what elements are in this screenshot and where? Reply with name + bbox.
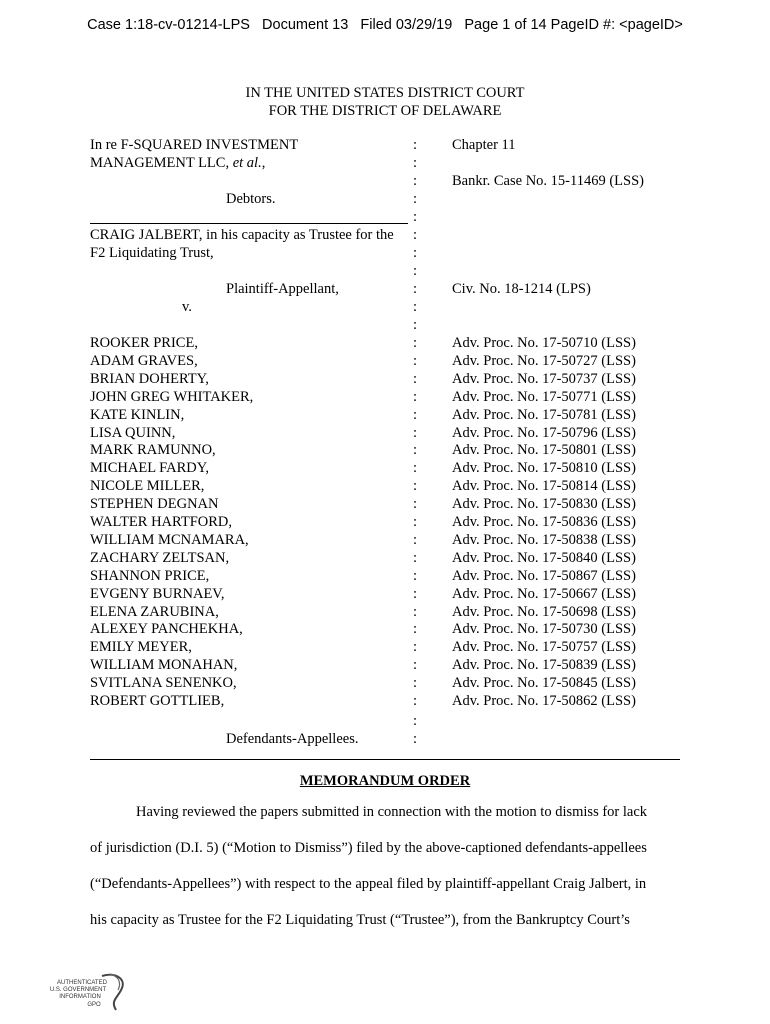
- defendant-row: [0, 459, 770, 477]
- caption-colon: :: [413, 514, 418, 530]
- versus: v.: [182, 299, 192, 315]
- caption-colon: :: [413, 155, 418, 171]
- defendant-row: [0, 495, 770, 513]
- caption-colon: :: [413, 335, 418, 351]
- gpo-seal-icon: [40, 970, 130, 1016]
- chapter: Chapter 11: [452, 137, 516, 153]
- caption-colon: :: [413, 281, 418, 297]
- civ-number: Civ. No. 18-1214 (LPS): [452, 281, 591, 297]
- plaintiff-name-cont: F2 Liquidating Trust,: [90, 245, 214, 261]
- defendant-name: EMILY MEYER,: [90, 639, 192, 656]
- defendants-role: Defendants-Appellees.: [226, 731, 359, 747]
- caption-colon: :: [413, 567, 418, 584]
- caption-colon: :: [413, 317, 418, 333]
- adversary-proceeding-number: Adv. Proc. No. 17-50839 (LSS): [452, 657, 636, 674]
- defendant-row: [0, 656, 770, 674]
- body-line-2: of jurisdiction (D.I. 5) (“Motion to Dismiss”) filed by the above-captioned defendants-appellees: [90, 840, 647, 856]
- debtor-name-cont: [90, 154, 265, 172]
- document-title: [0, 773, 770, 790]
- defendant-row: [0, 603, 770, 621]
- defendant-name: WILLIAM MCNAMARA,: [90, 531, 249, 548]
- ecf-header: [0, 17, 770, 33]
- caption-row: [0, 190, 770, 208]
- defendant-name: JOHN GREG WHITAKER,: [90, 388, 254, 405]
- defendant-row: [0, 424, 770, 442]
- defendant-row: [0, 388, 770, 406]
- debtor-comma: ,: [261, 155, 266, 171]
- adversary-proceeding-number: Adv. Proc. No. 17-50710 (LSS): [452, 335, 636, 351]
- defendant-row: [0, 370, 770, 388]
- defendant-row: [0, 334, 770, 352]
- adversary-proceeding-number: Adv. Proc. No. 17-50814 (LSS): [452, 478, 636, 495]
- body-line-4: his capacity as Trustee for the F2 Liquidating Trust (“Trustee”), from the Bankruptcy Court’s: [90, 912, 630, 928]
- adversary-proceeding-number: Adv. Proc. No. 17-50838 (LSS): [452, 531, 636, 548]
- seal-text-3: INFORMATION: [59, 994, 101, 1000]
- caption-colon: :: [413, 209, 418, 225]
- caption-colon: :: [413, 621, 418, 638]
- caption-colon: :: [413, 639, 418, 656]
- adversary-proceeding-number: Adv. Proc. No. 17-50796 (LSS): [452, 424, 636, 441]
- defendant-row: [0, 549, 770, 567]
- adversary-proceeding-number: Adv. Proc. No. 17-50781 (LSS): [452, 406, 636, 423]
- defendant-row: [0, 513, 770, 531]
- caption-row: [0, 136, 770, 154]
- adversary-proceeding-number: Adv. Proc. No. 17-50801 (LSS): [452, 442, 636, 459]
- caption-colon: :: [413, 191, 418, 207]
- caption-row: [0, 244, 770, 262]
- defendant-name: MARK RAMUNNO,: [90, 442, 216, 459]
- debtor-text: MANAGEMENT LLC,: [90, 155, 233, 171]
- defendant-name: KATE KINLIN,: [90, 406, 185, 423]
- defendant-row: [0, 406, 770, 424]
- caption-divider: [90, 223, 408, 224]
- seal-text-2: U.S. GOVERNMENT: [49, 987, 107, 993]
- adversary-proceeding-number: Adv. Proc. No. 17-50840 (LSS): [452, 549, 636, 566]
- defendant-name: LISA QUINN,: [90, 424, 176, 441]
- bankr-case-number: Bankr. Case No. 15-11469 (LSS): [452, 173, 644, 189]
- seal-text-4: GPO: [87, 1002, 101, 1008]
- defendant-row: [0, 692, 770, 710]
- case-number: Case 1:18-cv-01214-LPS: [87, 17, 250, 33]
- defendant-row: [0, 477, 770, 495]
- page-info: Page 1 of 14 PageID #: <pageID>: [464, 17, 683, 33]
- adversary-proceeding-number: Adv. Proc. No. 17-50845 (LSS): [452, 675, 636, 692]
- defendant-name: ADAM GRAVES,: [90, 352, 198, 369]
- caption-colon: :: [413, 549, 418, 566]
- caption-colon: :: [413, 424, 418, 441]
- caption-colon: :: [413, 388, 418, 405]
- filed-date: Filed 03/29/19: [360, 17, 453, 33]
- caption-colon: :: [413, 603, 418, 620]
- defendant-name: ALEXEY PANCHEKHA,: [90, 621, 243, 638]
- caption-row: [0, 298, 770, 316]
- body-line-3: (“Defendants-Appellees”) with respect to the appeal filed by plaintiff-appellant Craig Jalbert, in: [90, 876, 647, 892]
- defendant-row: [0, 531, 770, 549]
- defendant-row: [0, 638, 770, 656]
- defendant-name: ROOKER PRICE,: [90, 335, 198, 351]
- adversary-proceeding-number: Adv. Proc. No. 17-50730 (LSS): [452, 621, 636, 638]
- caption-colon: :: [413, 657, 418, 674]
- adversary-proceeding-number: Adv. Proc. No. 17-50757 (LSS): [452, 639, 636, 656]
- caption-colon: :: [413, 137, 418, 153]
- court-name-line1: IN THE UNITED STATES DISTRICT COURT: [245, 85, 525, 101]
- caption-colon: :: [413, 731, 418, 747]
- adversary-proceeding-number: Adv. Proc. No. 17-50771 (LSS): [452, 388, 636, 405]
- adversary-proceeding-number: Adv. Proc. No. 17-50836 (LSS): [452, 514, 636, 530]
- caption-row: [0, 280, 770, 298]
- caption-row: [0, 262, 770, 280]
- caption-colon: :: [413, 478, 418, 495]
- caption-row: [0, 316, 770, 334]
- defendant-name: WALTER HARTFORD,: [90, 514, 232, 530]
- defendant-row: [0, 585, 770, 603]
- adversary-proceeding-number: Adv. Proc. No. 17-50737 (LSS): [452, 370, 636, 387]
- defendant-name: ZACHARY ZELTSAN,: [90, 549, 230, 566]
- caption-colon: :: [413, 406, 418, 423]
- defendant-row: [0, 620, 770, 638]
- et-al: et al.: [232, 155, 262, 171]
- caption-colon: :: [413, 460, 418, 477]
- gpo-authentication-seal: [40, 970, 130, 1016]
- defendant-name: SHANNON PRICE,: [90, 567, 210, 584]
- defendant-row: [0, 441, 770, 459]
- plaintiff-role: Plaintiff-Appellant,: [226, 281, 339, 297]
- defendant-name: WILLIAM MONAHAN,: [90, 657, 238, 674]
- caption-colon: :: [413, 531, 418, 548]
- caption-colon: :: [413, 299, 418, 315]
- adversary-proceeding-number: Adv. Proc. No. 17-50862 (LSS): [452, 693, 636, 709]
- caption-colon: :: [413, 442, 418, 459]
- caption-colon: :: [413, 713, 418, 729]
- adversary-proceeding-number: Adv. Proc. No. 17-50727 (LSS): [452, 352, 636, 369]
- caption-colon: :: [413, 352, 418, 369]
- defendant-row: [0, 674, 770, 692]
- caption-row: [0, 154, 770, 172]
- defendant-name: ROBERT GOTTLIEB,: [90, 693, 225, 709]
- defendant-name: BRIAN DOHERTY,: [90, 370, 209, 387]
- document-number: Document 13: [262, 17, 349, 33]
- defendant-row: [0, 567, 770, 585]
- caption-colon: :: [413, 585, 418, 602]
- caption-colon: :: [413, 693, 418, 709]
- caption-bottom-rule: [90, 759, 680, 760]
- seal-text-1: AUTHENTICATED: [57, 980, 107, 986]
- defendant-name: ELENA ZARUBINA,: [90, 603, 219, 620]
- plaintiff-name: CRAIG JALBERT, in his capacity as Trustee for the: [90, 227, 394, 243]
- caption-row: [0, 172, 770, 190]
- body-line-1: Having reviewed the papers submitted in connection with the motion to dismiss for lack: [136, 804, 648, 820]
- caption-row: [0, 712, 770, 730]
- defendant-name: SVITLANA SENENKO,: [90, 675, 237, 692]
- caption-row: [0, 226, 770, 244]
- caption-colon: :: [413, 263, 418, 279]
- adversary-proceeding-number: Adv. Proc. No. 17-50698 (LSS): [452, 603, 636, 620]
- title-text: MEMORANDUM ORDER: [299, 773, 471, 789]
- debtors-label: Debtors.: [226, 191, 276, 207]
- adversary-proceeding-number: Adv. Proc. No. 17-50667 (LSS): [452, 585, 636, 602]
- caption-row: [0, 730, 770, 748]
- caption-colon: :: [413, 173, 418, 189]
- caption-colon: :: [413, 227, 418, 243]
- caption-colon: :: [413, 245, 418, 261]
- adversary-proceeding-number: Adv. Proc. No. 17-50830 (LSS): [452, 496, 636, 513]
- court-name-line2: FOR THE DISTRICT OF DELAWARE: [268, 103, 502, 119]
- caption-colon: :: [413, 496, 418, 513]
- defendant-name: NICOLE MILLER,: [90, 478, 205, 495]
- defendant-name: MICHAEL FARDY,: [90, 460, 209, 477]
- adversary-proceeding-number: Adv. Proc. No. 17-50810 (LSS): [452, 460, 636, 477]
- caption-colon: :: [413, 675, 418, 692]
- debtor-name: In re F-SQUARED INVESTMENT: [90, 137, 299, 153]
- caption-colon: :: [413, 370, 418, 387]
- adversary-proceeding-number: Adv. Proc. No. 17-50867 (LSS): [452, 567, 636, 584]
- defendant-row: [0, 352, 770, 370]
- defendant-name: STEPHEN DEGNAN: [90, 496, 219, 513]
- defendant-name: EVGENY BURNAEV,: [90, 585, 225, 602]
